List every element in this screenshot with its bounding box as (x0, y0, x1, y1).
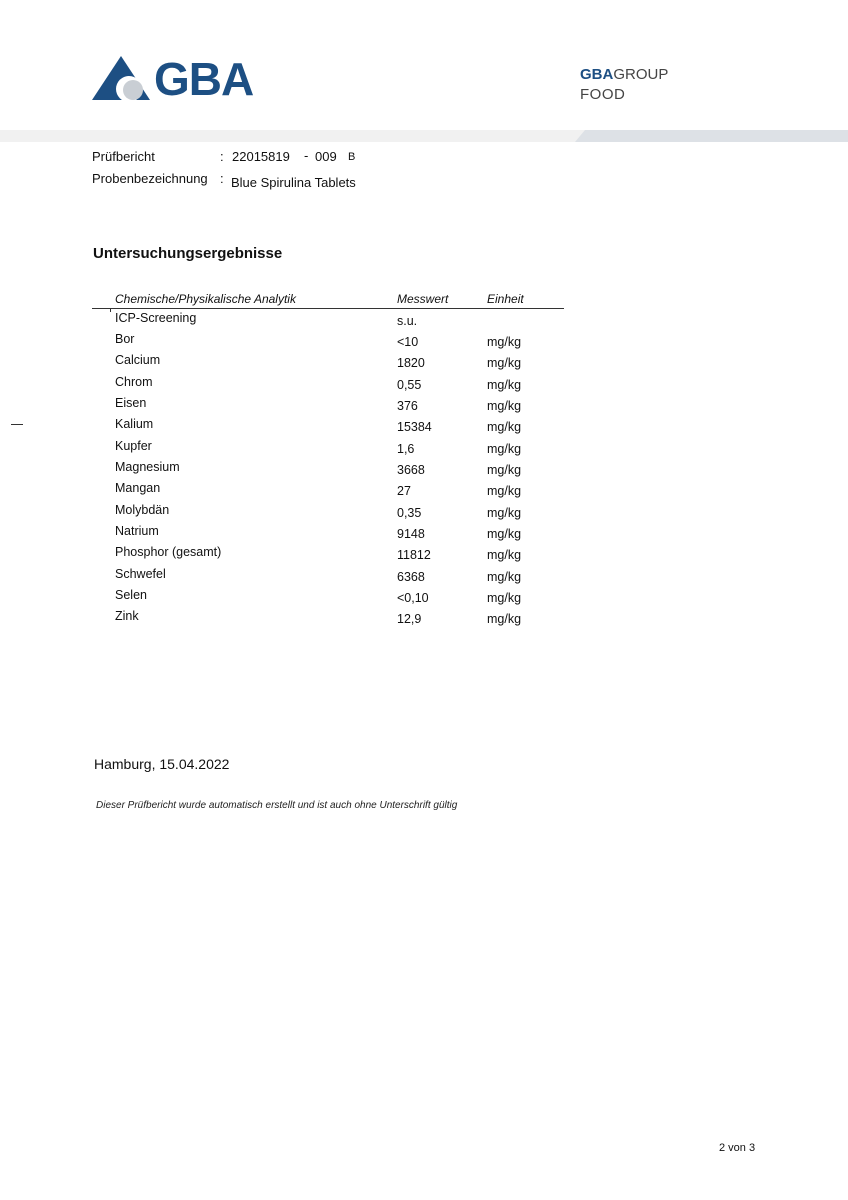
sample-label: Probenbezeichnung (92, 171, 208, 186)
margin-fold-mark (11, 424, 23, 425)
table-row (0, 609, 848, 630)
analyte-value: 9148 (397, 527, 425, 541)
analyte-value: 0,55 (397, 378, 422, 392)
table-row (0, 396, 848, 417)
analyte-unit: mg/kg (487, 335, 522, 349)
analyte-value: 6368 (397, 570, 425, 584)
report-letter: B (348, 151, 356, 163)
division-label: FOOD (580, 86, 626, 103)
analyte-value: 1,6 (397, 442, 415, 456)
analyte-unit: mg/kg (487, 378, 522, 392)
analyte-unit: mg/kg (487, 548, 522, 562)
analyte-value: 27 (397, 484, 411, 498)
table-row (0, 311, 848, 332)
analyte-name: Natrium (115, 524, 159, 538)
analyte-name: Eisen (115, 396, 147, 410)
table-row (0, 588, 848, 609)
table-row (0, 503, 848, 524)
table-row (0, 417, 848, 438)
report-label: Prüfbericht (92, 149, 155, 164)
group-label (580, 66, 668, 83)
analyte-name: Magnesium (115, 460, 180, 474)
report-colon: : (220, 149, 224, 164)
analyte-unit: mg/kg (487, 442, 522, 456)
table-row (0, 439, 848, 460)
analyte-name: Kupfer (115, 439, 152, 453)
analyte-name: Phosphor (gesamt) (115, 545, 222, 559)
table-row (0, 481, 848, 502)
analyte-name: ICP-Screening (115, 311, 197, 325)
analyte-unit: mg/kg (487, 612, 522, 626)
report-suffix: 009 (315, 149, 337, 164)
analyte-name: Bor (115, 332, 135, 346)
analyte-unit: mg/kg (487, 356, 522, 370)
column-header-unit: Einheit (487, 292, 524, 306)
analyte-value: <10 (397, 335, 419, 349)
sample-colon: : (220, 171, 224, 186)
section-title: Untersuchungsergebnisse (93, 245, 283, 262)
analyte-value: 1820 (397, 356, 425, 370)
table-header-rule (92, 308, 564, 309)
analyte-value: s.u. (397, 314, 418, 328)
analyte-unit: mg/kg (487, 570, 522, 584)
analyte-name: Kalium (115, 417, 154, 431)
logo-wordmark: GBA (154, 53, 254, 105)
analyte-value: 0,35 (397, 506, 422, 520)
analyte-value: <0,10 (397, 591, 429, 605)
column-header-analysis: Chemische/Physikalische Analytik (115, 292, 296, 306)
analyte-name: Schwefel (115, 567, 166, 581)
table-row (0, 332, 848, 353)
analyte-name: Mangan (115, 481, 161, 495)
signature-note: Dieser Prüfbericht wurde automatisch erstellt und ist auch ohne Unterschrift gültig (96, 800, 458, 811)
analyte-unit: mg/kg (487, 591, 522, 605)
table-row (0, 524, 848, 545)
analyte-value: 376 (397, 399, 418, 413)
analyte-unit: mg/kg (487, 484, 522, 498)
analyte-name: Chrom (115, 375, 153, 389)
analyte-value: 3668 (397, 463, 425, 477)
analyte-unit: mg/kg (487, 420, 522, 434)
analyte-unit: mg/kg (487, 506, 522, 520)
header-band (0, 130, 848, 142)
analyte-unit: mg/kg (487, 399, 522, 413)
analyte-name: Selen (115, 588, 147, 602)
table-row (0, 545, 848, 566)
place-date: Hamburg, 15.04.2022 (94, 756, 230, 772)
table-row (0, 567, 848, 588)
report-dash: - (304, 148, 309, 163)
analyte-name: Calcium (115, 353, 161, 367)
analyte-name: Molybdän (115, 503, 170, 517)
analyte-unit: mg/kg (487, 463, 522, 477)
table-row (0, 460, 848, 481)
table-row (0, 375, 848, 396)
group-label-bold: GBA (580, 66, 614, 83)
sample-name: Blue Spirulina Tablets (231, 175, 356, 190)
analyte-value: 12,9 (397, 612, 422, 626)
analyte-value: 15384 (397, 420, 432, 434)
table-row (0, 353, 848, 374)
analyte-value: 11812 (397, 548, 431, 562)
analyte-name: Zink (115, 609, 139, 623)
group-label-rest: GROUP (613, 66, 669, 83)
analyte-unit: mg/kg (487, 527, 522, 541)
column-header-value: Messwert (397, 292, 449, 306)
page-number: 2 von 3 (719, 1142, 756, 1154)
report-number: 22015819 (232, 149, 290, 164)
